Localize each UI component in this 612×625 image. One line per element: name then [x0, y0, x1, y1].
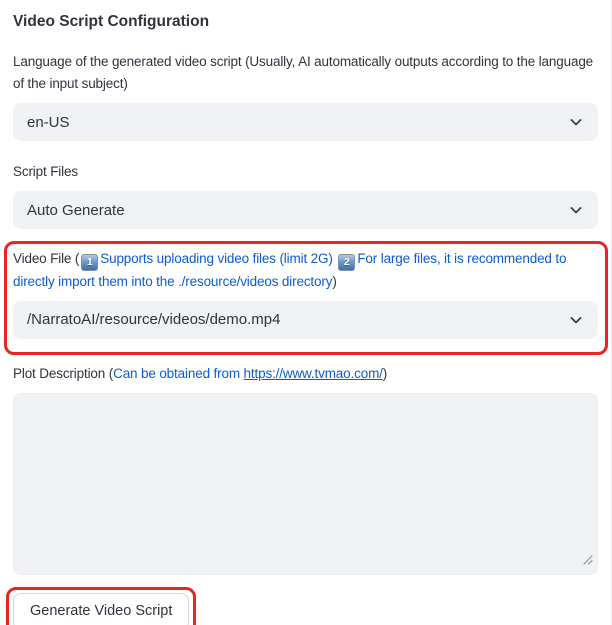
- chevron-down-icon: [568, 312, 584, 328]
- keycap-2-icon: 2: [338, 254, 355, 271]
- language-select-value: en-US: [27, 113, 70, 131]
- video-file-select-value: /NarratoAI/resource/videos/demo.mp4: [27, 311, 281, 328]
- label-segment: Can be obtained from: [113, 365, 244, 381]
- video-file-field-label: [13, 248, 601, 293]
- video-file-annotation-box: [4, 241, 608, 355]
- generate-video-script-button[interactable]: Generate Video Script: [13, 593, 189, 625]
- plot-description-textarea-wrap: [13, 393, 598, 575]
- script-files-select-value: Auto Generate: [27, 201, 125, 219]
- language-select[interactable]: [13, 103, 598, 141]
- label-segment: For large files, it is recommended to directly import them into the ./resource/videos directory: [13, 251, 567, 289]
- label-segment: Video File (: [13, 251, 80, 266]
- script-files-field-label: Script Files: [13, 164, 78, 179]
- video-file-select[interactable]: [13, 301, 598, 339]
- script-files-select[interactable]: [13, 191, 598, 229]
- label-segment: Plot Description (: [13, 365, 114, 381]
- label-segment: ): [332, 273, 337, 289]
- keycap-1-icon: 1: [81, 254, 98, 271]
- chevron-down-icon: [568, 202, 584, 218]
- plot-description-textarea[interactable]: [13, 393, 598, 575]
- label-segment: Supports uploading video files (limit 2G): [100, 251, 337, 266]
- plot-description-field-label: [13, 363, 601, 385]
- page-title: Video Script Configuration: [13, 13, 210, 30]
- generate-button-annotation-box: [6, 587, 196, 625]
- external-link[interactable]: https://www.tvmao.com/: [243, 365, 383, 381]
- label-segment: ): [382, 365, 388, 381]
- chevron-down-icon: [568, 114, 584, 130]
- language-field-label: Language of the generated video script (Usually, AI automatically outputs according to the language of the input subject): [13, 54, 594, 91]
